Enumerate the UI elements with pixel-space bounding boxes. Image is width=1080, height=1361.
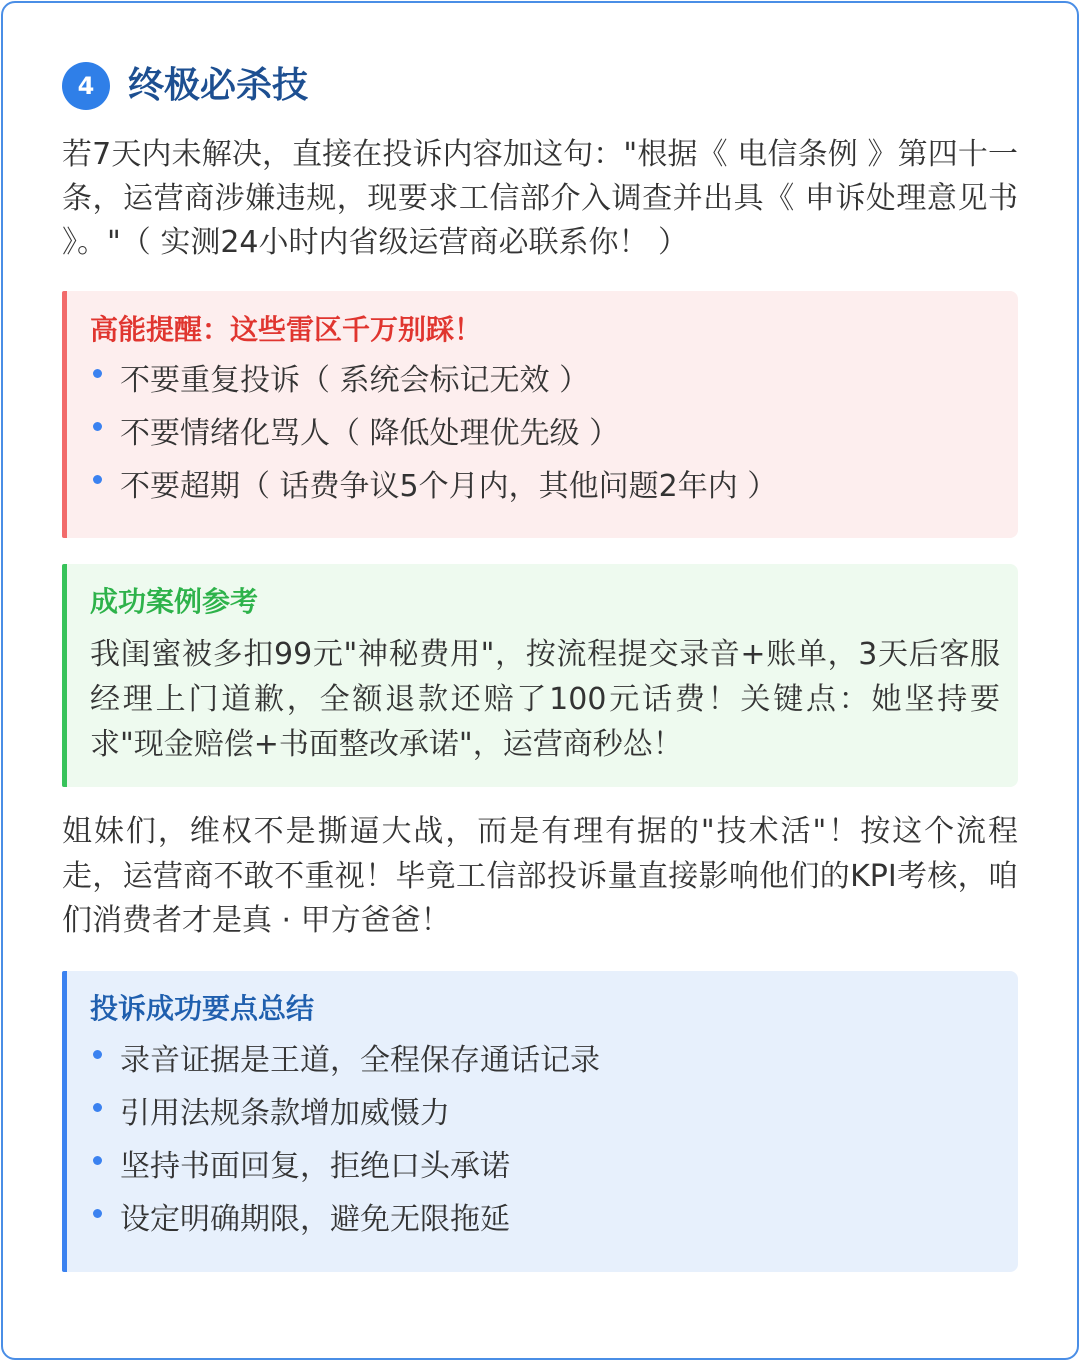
bullet-dot-icon	[93, 1156, 102, 1165]
warning-title: 高能提醒：这些雷区千万别踩！	[90, 313, 483, 346]
bullet-dot-icon	[93, 1103, 102, 1112]
bullet-dot-icon	[93, 1209, 102, 1218]
case-text: 我闺蜜被多扣99元"神秘费用"，按流程提交录音+账单，3天后客服经理上门道歉，全额退款还赔了100元话费！关键点：她坚持要求"现金赔偿+书面整改承诺"，运营商秒怂！	[90, 637, 1000, 762]
summary-title: 投诉成功要点总结	[90, 991, 315, 1025]
list-item	[90, 403, 1000, 456]
list-item-text: 不要超期（ 话费争议5个月内，其他问题2年内 ）	[120, 468, 778, 504]
list-item-text: 录音证据是王道，全程保存通话记录	[120, 1043, 600, 1078]
bullet-dot-icon	[93, 1050, 102, 1059]
section-header	[62, 62, 1018, 110]
section-number-badge: 4	[62, 62, 110, 110]
list-item	[90, 1190, 1000, 1243]
bullet-dot-icon	[93, 422, 102, 431]
list-item-text: 不要情绪化骂人（ 降低处理优先级 ）	[120, 415, 620, 451]
list-item-text: 坚持书面回复，拒绝口头承诺	[120, 1149, 510, 1184]
list-item-text: 设定明确期限，避免无限拖延	[120, 1202, 510, 1237]
list-item-text: 引用法规条款增加威慑力	[120, 1096, 450, 1131]
list-item-text: 不要重复投诉（ 系统会标记无效 ）	[120, 362, 590, 398]
closing-paragraph: 姐妹们，维权不是撕逼大战，而是有理有据的"技术活"！按这个流程走，运营商不敢不重视！毕竟工信部投诉量直接影响他们的KPI考核，咱们消费者才是真 · 甲方爸爸！	[62, 814, 1018, 938]
list-item	[90, 1084, 1000, 1137]
list-item	[90, 456, 1000, 509]
bullet-dot-icon	[93, 475, 102, 484]
list-item	[90, 350, 1000, 403]
warning-callout	[62, 291, 1018, 538]
bullet-dot-icon	[93, 369, 102, 378]
case-callout	[62, 564, 1018, 787]
list-item	[90, 1137, 1000, 1190]
case-title: 成功案例参考	[90, 585, 259, 618]
section-title: 终极必杀技	[128, 65, 309, 106]
list-item	[90, 1031, 1000, 1084]
article-card	[62, 62, 1018, 1272]
summary-callout	[62, 971, 1018, 1272]
intro-paragraph: 若7天内未解决，直接在投诉内容加这句："根据《 电信条例 》第四十一条，运营商涉嫌违规，现要求工信部介入调查并出具《 申诉处理意见书 》。"（ 实测24小时内省级运营商必联系你！ ）	[62, 137, 1018, 260]
